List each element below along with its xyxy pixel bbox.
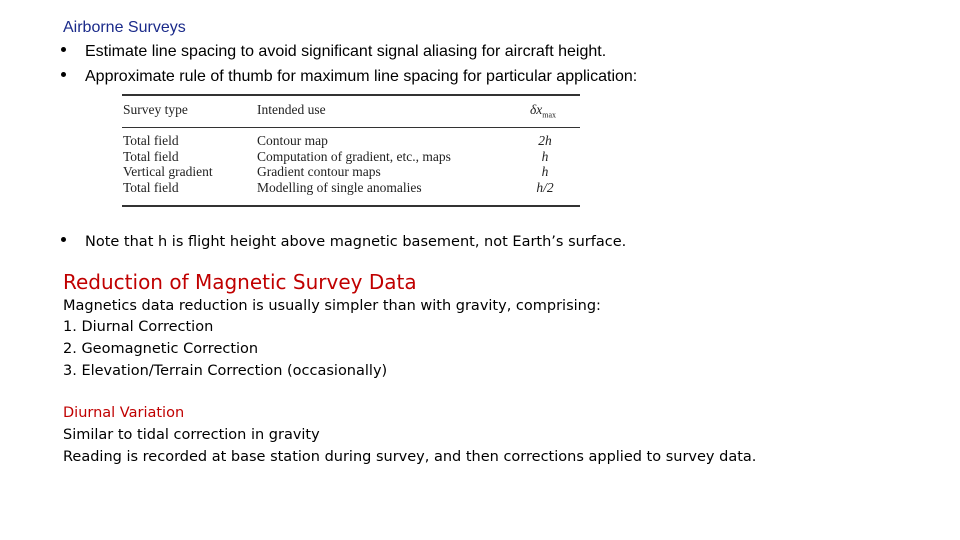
bullet-item [61,43,606,61]
table-cell: Modelling of single anomalies [257,180,422,195]
table-bottom-rule [122,205,580,207]
table-header-intended-use: Intended use [257,102,326,117]
table-cell: Gradient contour maps [257,164,381,179]
table-cell: Total field [123,149,179,164]
table-header-delta-x: $\delta x_{max}$ [530,102,557,120]
table-cell: Contour map [257,133,328,148]
table-cell: Total field [123,133,179,148]
table-cell: Vertical gradient [123,164,213,179]
list-item: 3. Elevation/Terrain Correction (occasionally) [63,363,388,379]
paragraph-intro: Magnetics data reduction is usually simpler than with gravity, comprising: [63,298,601,314]
line-spacing-table [118,93,584,210]
table-cell: h/2 [536,180,554,195]
table-cell: Computation of gradient, etc., maps [257,149,451,164]
table-header-survey-type: Survey type [123,102,188,117]
bullet-item [61,68,637,86]
table-cell: Total field [123,180,179,195]
table-top-rule [122,94,580,96]
bullet-icon [61,237,66,242]
table-cell: h [541,164,549,179]
section-heading-diurnal: Diurnal Variation [63,405,185,421]
bullet-icon [61,47,66,52]
bullet-text: Estimate line spacing to avoid significant signal aliasing for aircraft height. [85,43,607,60]
section-title-airborne-surveys: Airborne Surveys [63,19,186,36]
list-item: 2. Geomagnetic Correction [63,341,259,357]
table-header-rule [122,127,580,128]
list-item: 1. Diurnal Correction [63,319,214,335]
bullet-text: Note that h is flight height above magnetic basement, not Earth’s surface. [85,234,627,250]
table-cell: h [541,149,549,164]
table-cell: 2h [538,133,552,148]
bullet-icon [61,72,66,77]
paragraph-line: Reading is recorded at base station during survey, and then corrections applied to survey data. [63,449,757,465]
bullet-text: Approximate rule of thumb for maximum line spacing for particular application: [85,68,638,85]
bullet-item [61,233,626,251]
section-heading-reduction: Reduction of Magnetic Survey Data [63,270,417,294]
paragraph-line: Similar to tidal correction in gravity [63,427,320,443]
